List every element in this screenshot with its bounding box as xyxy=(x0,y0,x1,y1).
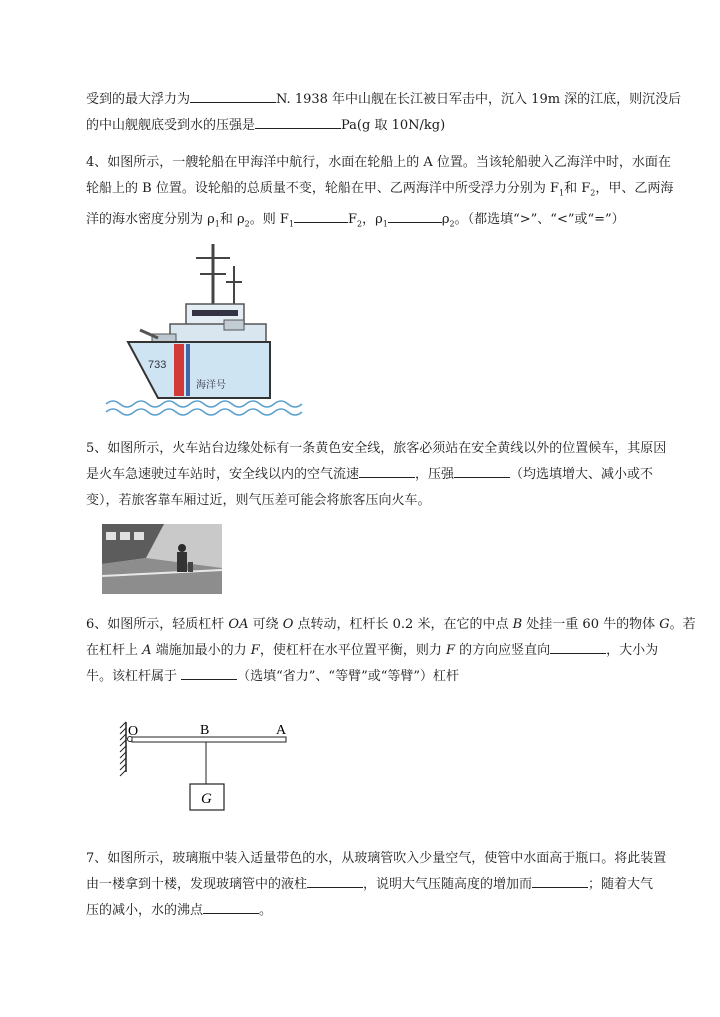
q6-text: 在杠杆上 xyxy=(86,643,143,658)
q4-text: ，甲、乙两海 xyxy=(595,181,674,196)
q4-line-1 xyxy=(86,150,676,176)
label-B: B xyxy=(200,723,210,738)
q4-text: 和 F xyxy=(564,181,591,196)
subscript: 1 xyxy=(214,219,220,229)
q6-symbol: O xyxy=(282,617,294,632)
q3-text: 受到的最大浮力为 xyxy=(86,92,191,107)
q6-symbol: F xyxy=(250,643,260,658)
ship-funnel xyxy=(224,320,244,330)
q7-blank-pressure-trend[interactable] xyxy=(532,873,588,888)
q7-line-1 xyxy=(86,846,676,872)
q4-text: 洋的海水密度分别为 ρ xyxy=(86,211,215,227)
question-3 xyxy=(86,87,682,139)
q4-line-3 xyxy=(86,207,676,238)
question-5 xyxy=(86,436,676,514)
q3-line-2 xyxy=(86,113,676,139)
question-4 xyxy=(86,150,676,237)
q5-text: 是火车急速驶过车站时，安全线以内的空气流速 xyxy=(86,467,360,482)
q6-text: 处挂一重 60 牛的物体 xyxy=(522,617,660,632)
q6-text: 点转动，杠杆长 0.2 米，在它的中点 xyxy=(293,617,513,632)
subscript: 1 xyxy=(288,219,294,229)
q6-symbol: B xyxy=(512,617,523,632)
label-O: O xyxy=(128,724,139,739)
q4-text: 。（都选填“>”、“<”或“=”） xyxy=(454,211,625,227)
q6-text: 可绕 xyxy=(248,617,283,632)
wall-hatching xyxy=(120,722,126,776)
ship-figure xyxy=(100,238,310,420)
q4-text: 和 ρ xyxy=(219,211,245,227)
q4-blank-density[interactable] xyxy=(388,208,442,223)
q5-text: ，压强 xyxy=(415,467,455,482)
passenger-head xyxy=(178,544,186,552)
q7-blank-column[interactable] xyxy=(307,873,363,888)
q6-line-2 xyxy=(86,638,676,664)
q7-text: 压的减小，水的沸点 xyxy=(86,903,204,918)
question-6 xyxy=(86,612,696,690)
subscript: 1 xyxy=(382,219,388,229)
label-A: A xyxy=(276,723,287,738)
q7-text: 7、如图所示，玻璃瓶中装入适量带色的水，从玻璃管吹入少量空气，使管中水面高于瓶口。将此装置 xyxy=(86,851,667,866)
q7-text: 由一楼拿到十楼，发现玻璃管中的液柱 xyxy=(86,877,308,892)
q4-text: 。则 F xyxy=(249,211,289,227)
q7-text: ；随着大气 xyxy=(588,877,654,892)
q6-line-3 xyxy=(86,664,676,690)
subscript: 2 xyxy=(590,188,596,198)
passenger-body xyxy=(177,552,187,572)
q7-blank-boiling-point[interactable] xyxy=(203,899,259,914)
q5-text: 5、如图所示，火车站台边缘处标有一条黄色安全线，旅客必须站在安全黄线以外的位置候车，其原因 xyxy=(86,441,667,456)
q4-line-2 xyxy=(86,176,676,207)
ship-hull-number: 733 xyxy=(148,359,167,371)
passenger-bag xyxy=(188,562,193,572)
subscript: 2 xyxy=(244,219,250,229)
q6-text: ，大小为 xyxy=(606,643,659,658)
q6-symbol: OA xyxy=(228,617,249,632)
q6-text: 牛。该杠杆属于 xyxy=(86,669,182,684)
q4-blank-force[interactable] xyxy=(294,208,348,223)
q6-text: 的方向应竖直向 xyxy=(455,643,551,658)
train-window xyxy=(106,532,116,540)
q5-line-1 xyxy=(86,436,676,462)
q3-text: 的中山舰舰底受到水的压强是 xyxy=(86,118,256,133)
ship-windows xyxy=(192,310,238,316)
label-G: G xyxy=(201,791,212,807)
ship-name: 海洋号 xyxy=(196,380,226,391)
train-station-photo xyxy=(102,524,222,594)
q4-text: ρ xyxy=(441,211,450,227)
q5-blank-pressure[interactable] xyxy=(454,463,510,478)
lever-diagram xyxy=(118,716,308,816)
q6-text: 端施加最小的力 xyxy=(151,643,251,658)
water-wave xyxy=(106,401,302,407)
subscript: 1 xyxy=(558,188,565,198)
q6-blank-lever-type[interactable] xyxy=(181,665,237,680)
train-window xyxy=(134,532,144,540)
q6-blank-direction[interactable] xyxy=(550,639,606,654)
q4-text: 4、如图所示，一艘轮船在甲海洋中航行，水面在轮船上的 A 位置。当该轮船驶入乙海洋中时，水面在 xyxy=(86,155,671,170)
water-wave xyxy=(106,409,302,415)
q6-symbol: A xyxy=(142,643,152,658)
q6-text: ，使杠杆在水平位置平衡，则力 xyxy=(259,643,446,658)
q7-line-2 xyxy=(86,872,676,898)
q7-text: ，说明大气压随高度的增加而 xyxy=(363,877,533,892)
q4-text: F xyxy=(348,211,358,227)
train-window xyxy=(120,532,130,540)
q3-text: Pa(g 取 10N/kg) xyxy=(341,118,446,133)
q3-text: N. 1938 年中山舰在长江被日军击中，沉入 19m 深的江底，则沉没后 xyxy=(276,92,682,107)
q5-line-3 xyxy=(86,488,676,514)
q6-text: （选填“省力”、“等臂”或“等臂”）杠杆 xyxy=(237,669,460,684)
q7-text: 。 xyxy=(259,903,273,918)
q6-text: 6、如图所示，轻质杠杆 xyxy=(86,617,229,632)
subscript: 2 xyxy=(449,219,455,229)
q5-text: 变），若旅客靠车厢过近，则气压差可能会将旅客压向火车。 xyxy=(86,493,431,508)
q6-line-1 xyxy=(86,612,696,638)
q6-text: 。若 xyxy=(669,617,696,632)
q5-line-2 xyxy=(86,462,676,488)
ship-red-stripe xyxy=(174,344,184,396)
q4-text: 轮船上的 B 位置。设轮船的总质量不变，轮船在甲、乙两海洋中所受浮力分别为 F xyxy=(86,181,559,196)
q6-symbol: F xyxy=(445,643,455,658)
q7-line-3 xyxy=(86,898,676,924)
q4-text: ，ρ xyxy=(362,211,383,227)
ship-blue-stripe xyxy=(186,344,190,396)
q3-blank-pressure[interactable] xyxy=(255,114,341,129)
q5-blank-speed[interactable] xyxy=(359,463,415,478)
q3-line-1 xyxy=(86,87,682,113)
subscript: 2 xyxy=(357,219,363,229)
q6-symbol: G xyxy=(659,617,670,632)
question-7 xyxy=(86,846,676,924)
q3-blank-buoyancy[interactable] xyxy=(190,88,276,103)
q5-text: （均选填增大、减小或不 xyxy=(510,467,654,482)
